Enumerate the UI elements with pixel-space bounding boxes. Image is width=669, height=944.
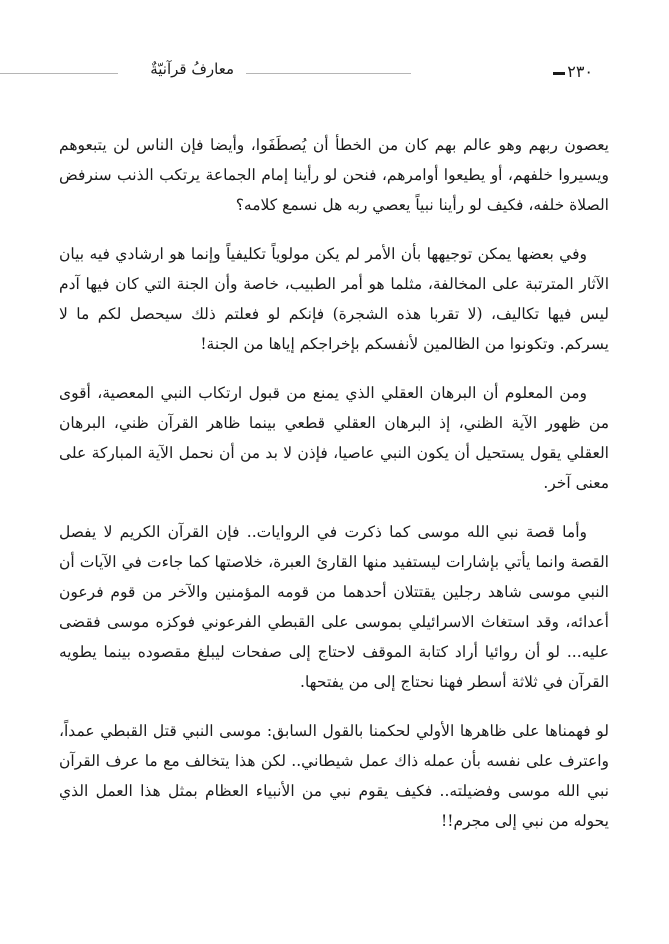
page-number-dash [553, 72, 565, 75]
paragraph-4: وأما قصة نبي الله موسى كما ذكرت في الروايات.. فإن القرآن الكريم لا يفصل القصة وانما يأتي بإشارات ليستفيد منها القارئ العبرة، خلاصتها كما جاءت في الآيات أن النبي موسى شاهد رجلين يقتتلان أحدهما من قومه المؤمنين والآخر من قوم فرعون أعدائه، وقد استغاث الاسرائيلي بموسى على القبطي الفرعوني فوكزه موسى فقضى عليه... لو أن روائيا أراد كتابة الموقف لاحتاج إلى صفحات ليبلغ مقصوده بينما يطويه القرآن في ثلاثة أسطر فهنا نحتاج إلى من يفتحها. [59, 523, 609, 691]
paragraph-3: ومن المعلوم أن البرهان العقلي الذي يمنع من قبول ارتكاب النبي المعصية، أقوى من ظهور الآية الظني، إذ البرهان العقلي قطعي بينما ظاهر القرآن ظني، البرهان العقلي يقول يستحيل أن يكون النبي عاصيا، فإذن لا بد من أن نحمل الآية المباركة على معنى آخر. [59, 384, 609, 492]
page-number: ٢٣٠ [567, 62, 593, 81]
paragraph-5: لو فهمناها على ظاهرها الأولي لحكمنا بالقول السابق: موسى النبي قتل القبطي عمداً، واعترف على نفسه بأن عمله ذاك عمل شيطاني.. لكن هذا يتخالف مع ما عرف القرآن نبي الله موسى وفضيلته.. فكيف يقوم نبي من الأنبياء العظام بمثل هذا العمل الذي يحوله من نبي إلى مجرم!! [59, 722, 609, 830]
paragraph-1: يعصون ربهم وهو عالم بهم كان من الخطأ أن يُصطَفَوا، وأيضا فإن الناس لن يتبعوهم ويسيروا خلفهم، أو يطيعوا أوامرهم، فنحن لو رأينا إمام الجماعة يرتكب الذنب سنرفض الصلاة خلفه، فكيف لو رأينا نبياً يعصي ربه هل نسمع كلامه؟ [59, 136, 609, 214]
header-rule-left [0, 73, 118, 74]
paragraph-2: وفي بعضها يمكن توجيهها بأن الأمر لم يكن مولوياً تكليفياً وإنما هو ارشادي فيه بيان الآثار المترتبة على المخالفة، مثلما هو أمر الطبيب، خاصة وأن الجنة التي كان فيها آدم ليس فيها تكاليف، (لا تقربا هذه الشجرة) فإنكم لو فعلتم ذلك سيحصل لكم ما لا يسركم. وتكونوا من الظالمين لأنفسكم بإخراجكم إياها من الجنة! [59, 245, 610, 353]
header-rule-right [246, 73, 411, 74]
book-title: معارفُ قرآنيّةٌ [150, 60, 234, 78]
page-header [0, 58, 669, 88]
page-body [59, 130, 609, 855]
